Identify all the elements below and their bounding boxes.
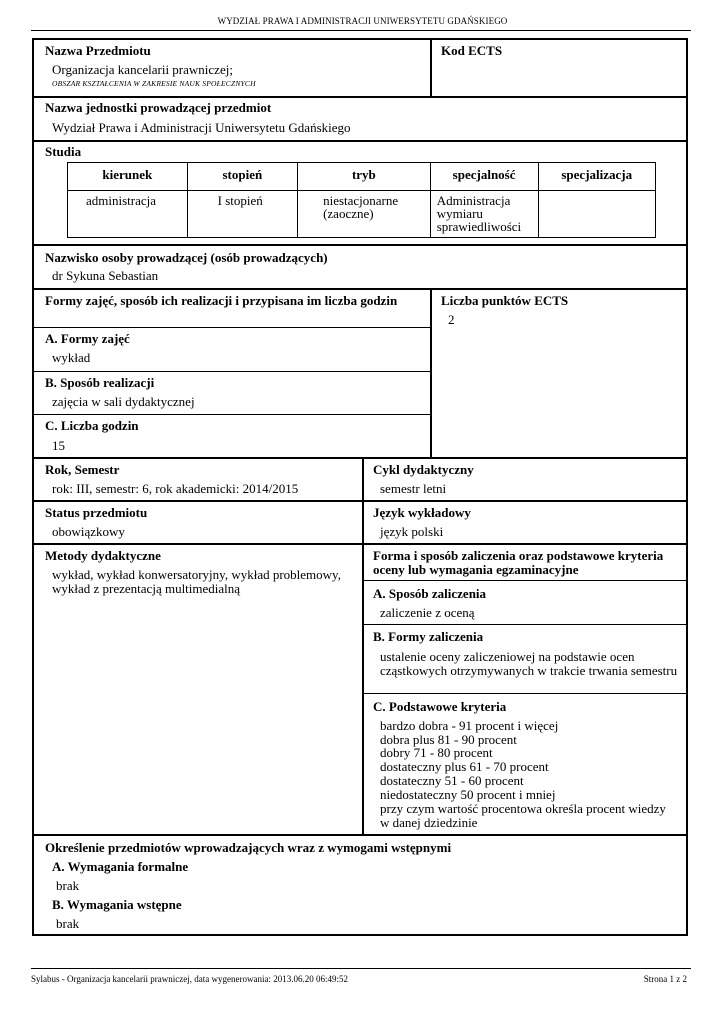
language-label: Język wykładowy — [373, 505, 471, 520]
criteria-item: dostateczny plus 61 - 70 procent — [380, 759, 549, 774]
forms-c-label: C. Liczba godzin — [45, 418, 139, 433]
language-value: język polski — [380, 524, 444, 539]
divider — [430, 38, 432, 97]
forms-b-label: B. Sposób realizacji — [45, 375, 155, 390]
ects-code-label: Kod ECTS — [441, 43, 503, 58]
methods-label: Metody dydaktyczne — [45, 548, 161, 563]
divider — [32, 140, 688, 142]
forms-a-value: wykład — [52, 350, 91, 365]
studies-table — [67, 162, 656, 238]
table-cell — [538, 191, 656, 238]
divider — [362, 457, 364, 835]
methods-value: wykład, wykład konwersatoryjny, wykład problemowy, wykład z prezentacją multimedialną — [52, 567, 341, 596]
year-label: Rok, Semestr — [45, 462, 120, 477]
subject-value: Organizacja kancelarii prawniczej; — [52, 62, 233, 77]
ects-points-value: 2 — [448, 312, 455, 327]
column-header: tryb — [298, 163, 431, 191]
divider — [32, 327, 430, 328]
divider — [32, 414, 430, 415]
prerequisites-a-value: brak — [56, 878, 80, 893]
footer-rule — [31, 968, 691, 969]
criteria-item: dobry 71 - 80 procent — [380, 745, 493, 760]
criteria-item: dostateczny 51 - 60 procent — [380, 773, 524, 788]
page-number: Strona 1 z 2 — [643, 974, 687, 984]
table-cell: niestacjonarne (zaoczne) — [298, 191, 431, 238]
lecturer-value: dr Sykuna Sebastian — [52, 268, 159, 283]
column-header: stopień — [187, 163, 297, 191]
assessment-b-label: B. Formy zaliczenia — [373, 629, 484, 644]
table-cell: I stopień — [187, 191, 297, 238]
unit-label: Nazwa jednostki prowadzącej przedmiot — [45, 100, 272, 115]
status-label: Status przedmiotu — [45, 505, 148, 520]
prerequisites-b-label: B. Wymagania wstępne — [52, 897, 182, 912]
ects-points-label: Liczba punktów ECTS — [441, 293, 569, 308]
forms-c-value: 15 — [52, 438, 65, 453]
divider — [32, 834, 688, 836]
assessment-a-value: zaliczenie z oceną — [380, 605, 475, 620]
divider — [32, 288, 688, 290]
table-cell: Administracja wymiaru sprawiedliwości — [430, 191, 538, 238]
footer-left: Sylabus - Organizacja kancelarii prawniczej, data wygenerowania: 2013.06.20 06:49:52 — [31, 974, 348, 984]
page-header: WYDZIAŁ PRAWA I ADMINISTRACJI UNIWERSYTETU GDAŃSKIEGO — [217, 16, 508, 26]
divider — [32, 96, 688, 98]
divider — [32, 543, 688, 545]
cycle-value: semestr letni — [380, 481, 447, 496]
column-header: specjalizacja — [538, 163, 656, 191]
assessment-c-label: C. Podstawowe kryteria — [373, 699, 507, 714]
divider — [32, 371, 430, 372]
criteria-item: bardzo dobra - 91 procent i więcej — [380, 718, 559, 733]
cycle-label: Cykl dydaktyczny — [373, 462, 474, 477]
forms-b-value: zajęcia w sali dydaktycznej — [52, 394, 195, 409]
year-value: rok: III, semestr: 6, rok akademicki: 2014/2015 — [52, 481, 299, 496]
forms-label: Formy zajęć, sposób ich realizacji i przypisana im liczba godzin — [45, 293, 398, 308]
status-value: obowiązkowy — [52, 524, 125, 539]
criteria-item: niedostateczny 50 procent i mniej — [380, 787, 556, 802]
lecturer-label: Nazwisko osoby prowadzącej (osób prowadzących) — [45, 250, 328, 265]
assessment-label: Forma i sposób zaliczenia oraz podstawowe kryteria oceny lub wymagania egzaminacyjne — [373, 548, 664, 577]
table-cell: administracja — [68, 191, 188, 238]
prerequisites-a-label: A. Wymagania formalne — [52, 859, 189, 874]
divider — [32, 457, 688, 459]
column-header: specjalność — [430, 163, 538, 191]
prerequisites-b-value: brak — [56, 916, 80, 931]
table-header-row — [68, 163, 656, 191]
assessment-a-label: A. Sposób zaliczenia — [373, 586, 487, 601]
page-footer — [31, 974, 691, 984]
assessment-b-value: ustalenie oceny zaliczeniowej na podstawie ocen cząstkowych otrzymywanych w trakcie trwania semestru — [380, 649, 678, 678]
header-rule — [31, 30, 691, 31]
divider — [32, 244, 688, 246]
subject-area: OBSZAR KSZTAŁCENIA W ZAKRESIE NAUK SPOŁECZNYCH — [52, 79, 256, 88]
criteria-item: dobra plus 81 - 90 procent — [380, 732, 517, 747]
divider — [362, 624, 688, 625]
divider — [32, 500, 688, 502]
criteria-item: przy czym wartość procentowa określa procent wiedzy w danej dziedzinie — [380, 801, 666, 830]
studies-label: Studia — [45, 144, 82, 159]
divider — [362, 693, 688, 694]
forms-a-label: A. Formy zajęć — [45, 331, 130, 346]
unit-value: Wydział Prawa i Administracji Uniwersytetu Gdańskiego — [52, 120, 351, 135]
divider — [362, 580, 688, 581]
column-header: kierunek — [68, 163, 188, 191]
divider — [430, 288, 432, 458]
table-row — [68, 191, 656, 238]
subject-label: Nazwa Przedmiotu — [45, 43, 151, 58]
prerequisites-label: Określenie przedmiotów wprowadzających wraz z wymogami wstępnymi — [45, 840, 452, 855]
